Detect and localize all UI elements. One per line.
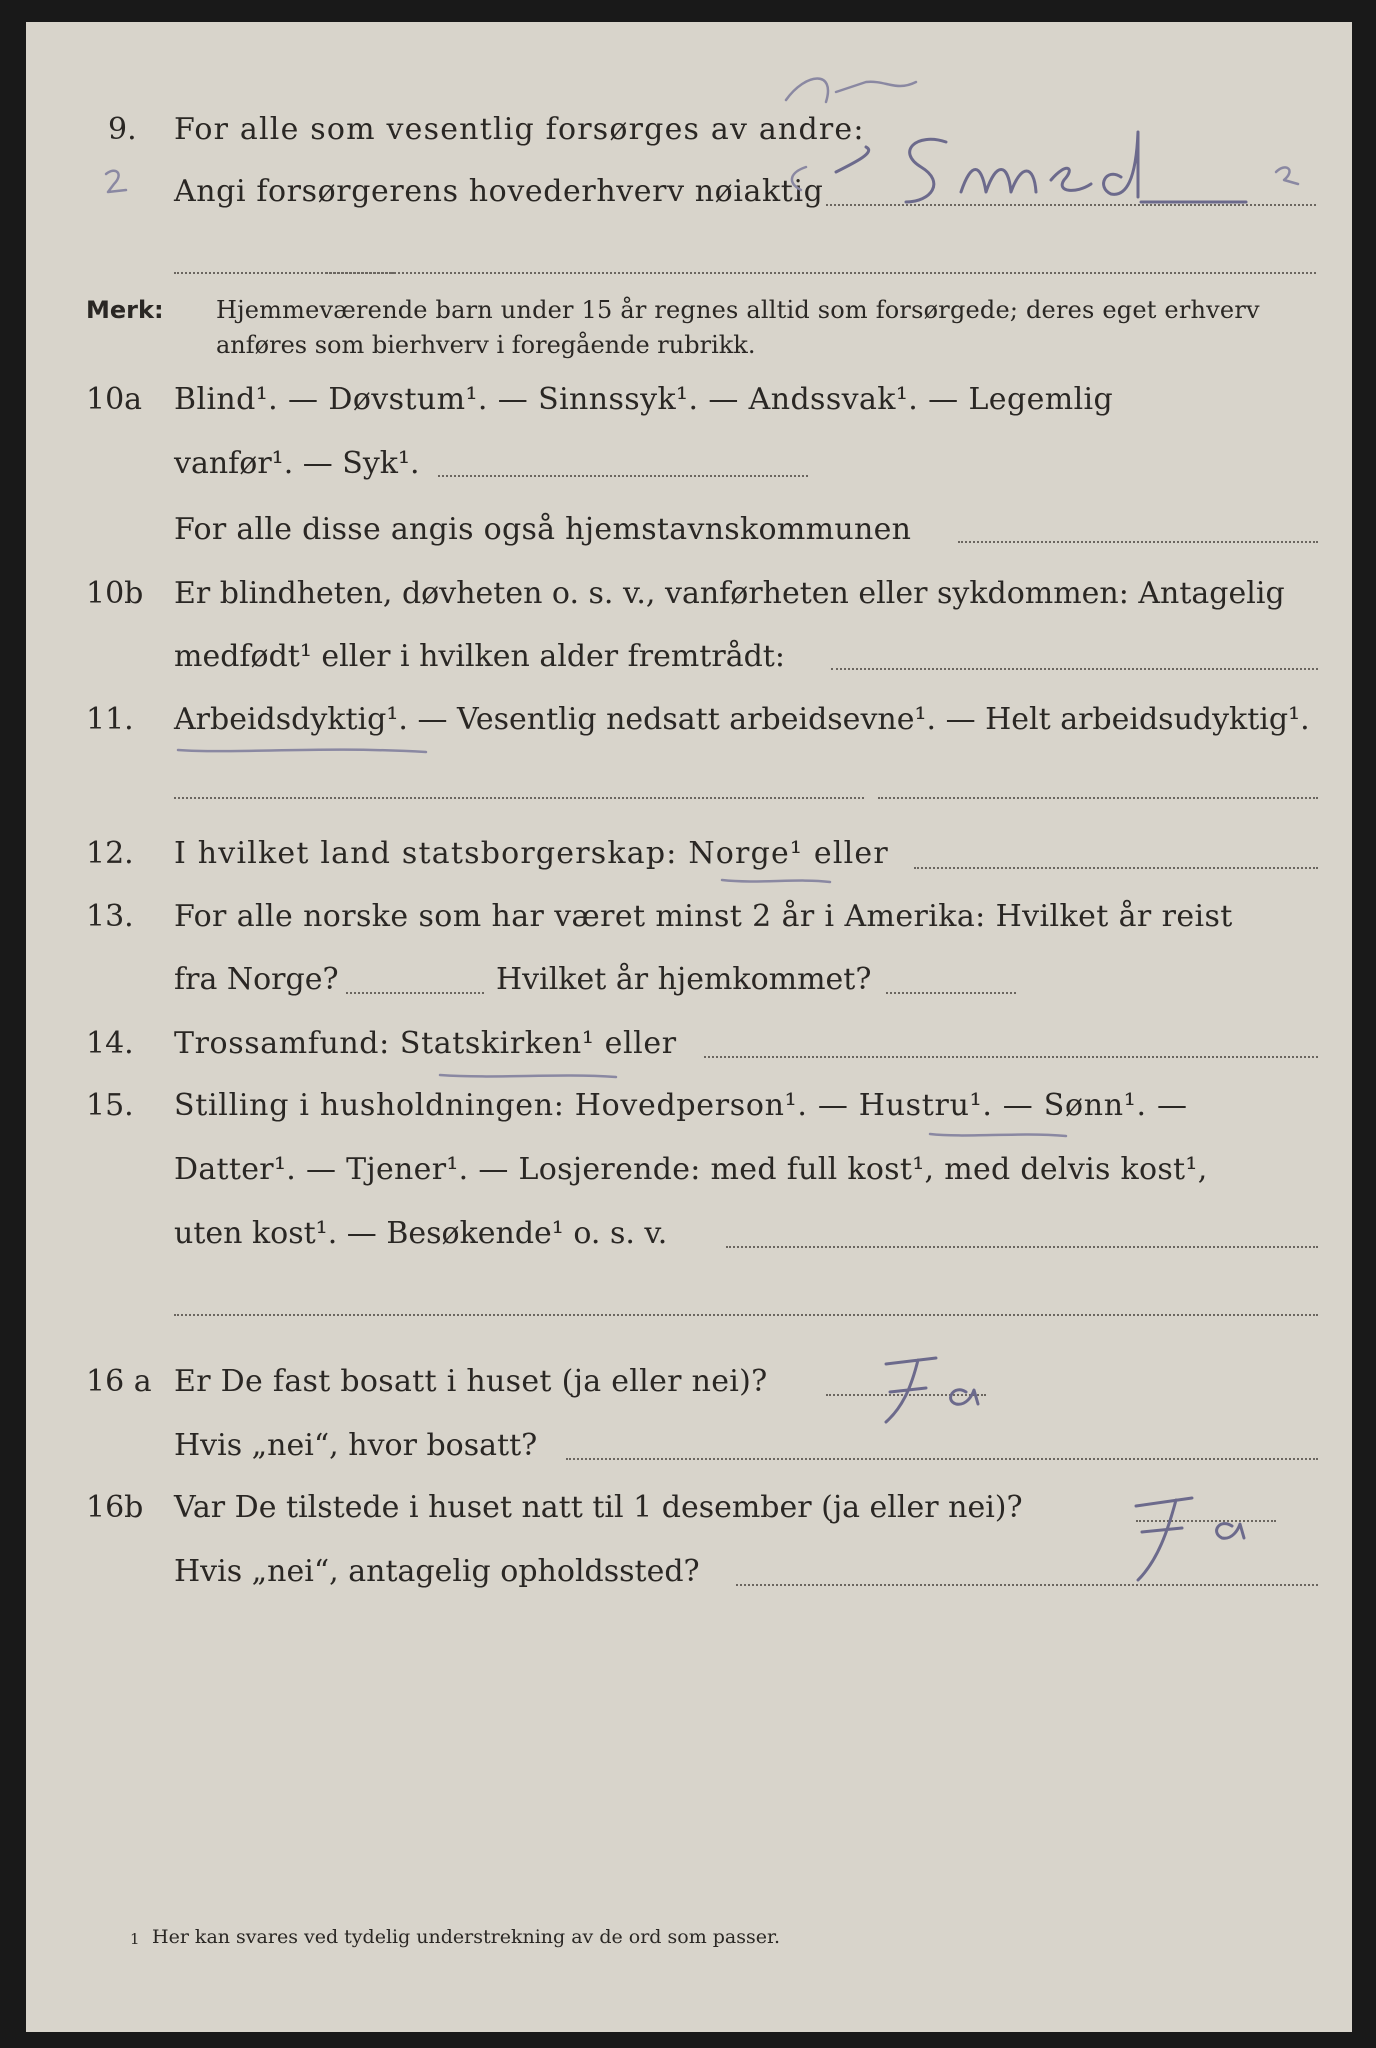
q16b-number: 16b [86,1490,144,1525]
q12-line1: I hvilket land statsborgerskap: Norge¹ eller [174,836,889,871]
q14-answer-line [704,1056,1318,1058]
footnote-mark: 1 [130,1930,140,1948]
q10a-line3: For alle disse angis også hjemstavnskommunen [174,512,912,547]
q10b-line2: medfødt¹ eller i hvilken alder fremtrådt: [174,639,785,674]
q13-line2b: Hvilket år hjemkommet? [496,962,872,997]
q15-underline-mark [926,1126,1076,1146]
q10a-number: 10a [86,382,143,417]
margin-mark-2 [96,162,136,202]
q10b-line1: Er blindheten, døvheten o. s. v., vanførheten eller sykdommen: Antagelig [174,576,1285,611]
q14-underline-mark [436,1067,626,1087]
q16b-opholdssted-line [736,1584,1318,1586]
q9-handwritten-answer [746,52,1306,242]
merk-label: Merk: [86,296,164,324]
merk-line1: Hjemmeværende barn under 15 år regnes alltid som forsørgede; deres eget erhverv [216,296,1260,324]
q11-extra-line-left [174,797,864,799]
q14-number: 14. [86,1026,134,1061]
census-form-page [26,22,1352,2032]
q13-line1: For alle norske som har været minst 2 år i Amerika: Hvilket år reist [174,899,1233,934]
q10b-number: 10b [86,576,144,611]
footnote-text: Her kan svares ved tydelig understrekning av de ord som passer. [152,1926,781,1948]
q15-line1: Stilling i husholdningen: Hovedperson¹. — Hustru¹. — Sønn¹. — [174,1088,1188,1123]
q15-line2: Datter¹. — Tjener¹. — Losjerende: med full kost¹, med delvis kost¹, [174,1152,1208,1187]
q13-number: 13. [86,899,134,934]
q13-line2a: fra Norge? [174,962,339,997]
q12-number: 12. [86,836,134,871]
q13-reist-line [346,992,484,994]
q11-underline-mark [174,740,434,760]
q9-line2: Angi forsørgerens hovederhverv nøiaktig [174,174,824,209]
q10b-answer-line [831,668,1318,670]
q15-extra-line [174,1314,1318,1316]
q13-hjemkommet-line [886,992,1016,994]
q16b-line1: Var De tilstede i huset natt til 1 desember (ja eller nei)? [174,1490,1023,1525]
q10a-line1: Blind¹. — Døvstum¹. — Sinnssyk¹. — Andssvak¹. — Legemlig [174,382,1114,417]
q12-underline-mark [718,872,838,892]
q16a-handwritten-answer [846,1344,1026,1434]
q11-extra-line-right [878,797,1318,799]
q16a-number: 16 a [86,1364,152,1399]
q16b-handwritten-answer [1096,1480,1296,1590]
q16a-line1: Er De fast bosatt i huset (ja eller nei)? [174,1364,768,1399]
q10a-syk-line [438,475,808,477]
q10a-line2: vanfør¹. — Syk¹. [174,446,420,481]
q14-line1: Trossamfund: Statskirken¹ eller [174,1026,677,1061]
q12-answer-line [914,867,1318,869]
q16a-bosatt-line [566,1458,1318,1460]
q11-number: 11. [86,702,134,737]
q16a-line2: Hvis „nei“, hvor bosatt? [174,1428,538,1463]
q16b-line2: Hvis „nei“, antagelig opholdssted? [174,1554,700,1589]
q15-answer-line [726,1246,1318,1248]
q9-number: 9. [108,112,137,147]
merk-line2: anføres som bierhverv i foregående rubrikk. [216,331,756,359]
q11-line1: Arbeidsdyktig¹. — Vesentlig nedsatt arbeidsevne¹. — Helt arbeidsudyktig¹. [174,702,1310,737]
q9-line1: For alle som vesentlig forsørges av andre: [174,112,865,147]
q9-extra-line [326,272,1316,274]
q10a-hjemstavn-line [958,541,1318,543]
q15-line3: uten kost¹. — Besøkende¹ o. s. v. [174,1216,668,1251]
q15-number: 15. [86,1088,134,1123]
